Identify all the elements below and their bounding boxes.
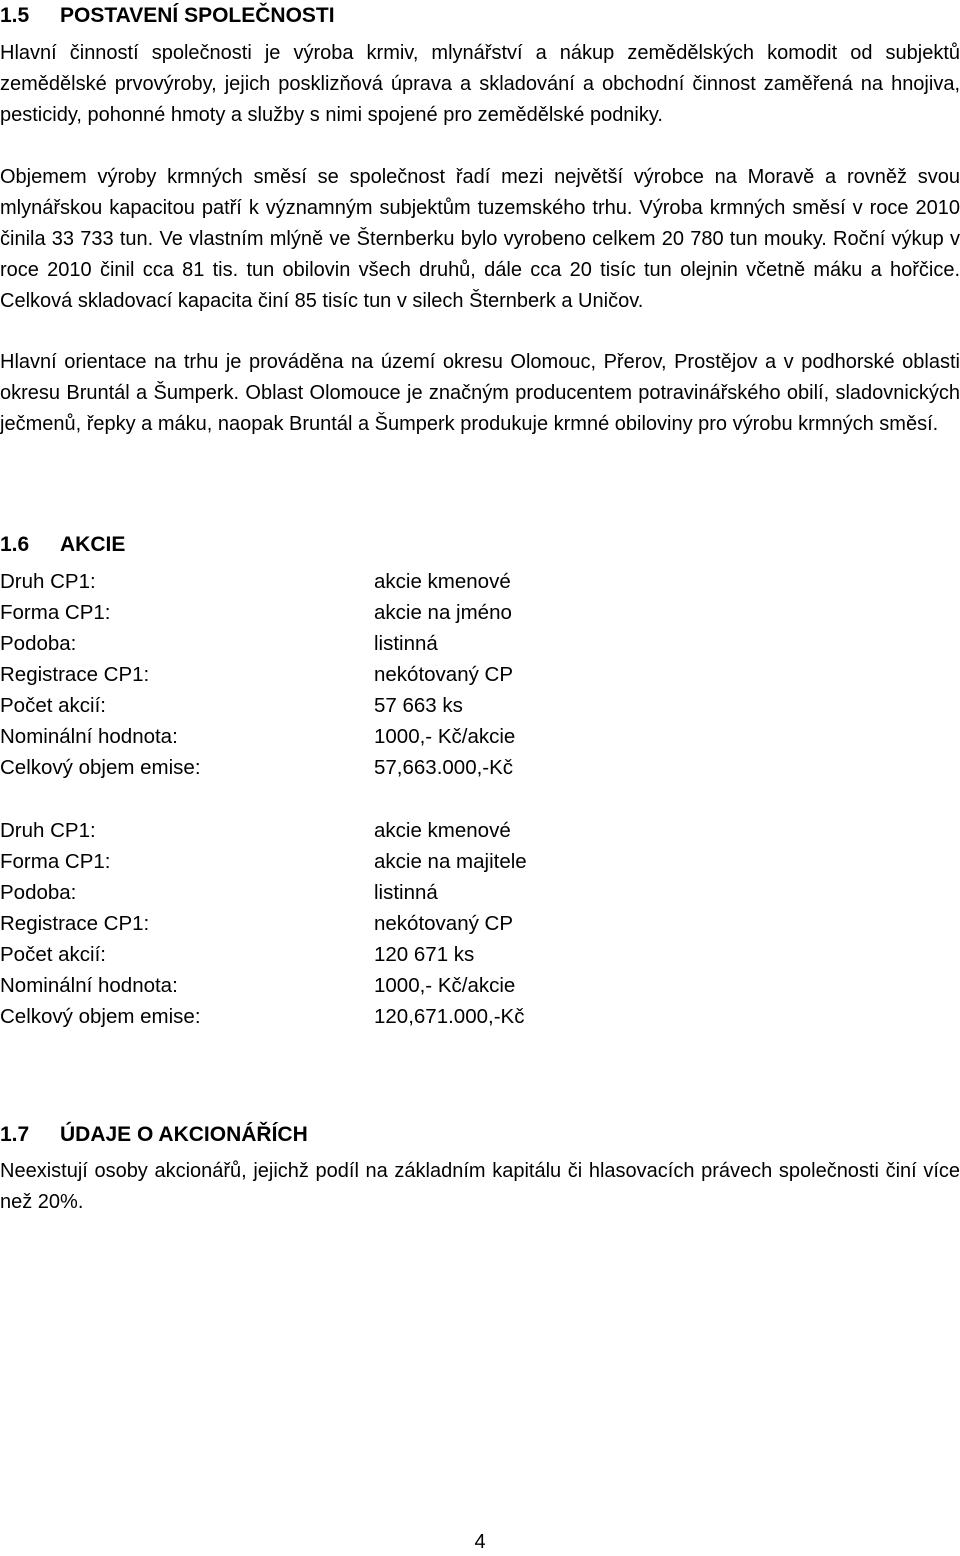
detail-label: Celkový objem emise: bbox=[0, 756, 201, 779]
detail-value: listinná bbox=[374, 881, 438, 904]
share-detail-row bbox=[0, 566, 960, 597]
detail-value: 120 671 ks bbox=[374, 943, 475, 966]
share-detail-row bbox=[0, 877, 960, 908]
share-detail-row bbox=[0, 908, 960, 939]
paragraph-production: Objemem výroby krmných směsí se společnost řadí mezi největší výrobce na Moravě a rovněž svou mlynářskou kapacitou patří k významným subjektům tuzemského trhu. Výroba krmných směsí v roce 2010 činila 33 733 tun. Ve vlastním mlýně ve Šternberku bylo vyrobeno celkem 20 780 tun mouky. Roční výkup v roce 2010 činil cca 81 tis. tun obilovin všech druhů, dále cca 20 tisíc tun olejnin včetně máku a hořčice. Celková skladovací kapacita činí 85 tisíc tun v silech Šternberk a Uničov. bbox=[0, 166, 960, 312]
paragraph-market-orientation: Hlavní orientace na trhu je prováděna na území okresu Olomouc, Přerov, Prostějov a v podhorské oblasti okresu Bruntál a Šumperk. Oblast Olomouce je značným producentem potravinářského obilí, sladovnických ječmenů, řepky a máku, naopak Bruntál a Šumperk produkuje krmné obiloviny pro výrobu krmných směsí. bbox=[0, 351, 960, 435]
detail-value: akcie kmenové bbox=[374, 570, 511, 593]
detail-label: Forma CP1: bbox=[0, 601, 111, 624]
detail-label: Nominální hodnota: bbox=[0, 974, 178, 997]
share-detail-row bbox=[0, 846, 960, 877]
share-details-block-1 bbox=[0, 566, 960, 783]
detail-label: Počet akcií: bbox=[0, 943, 106, 966]
detail-value: 120,671.000,-Kč bbox=[374, 1005, 525, 1028]
detail-label: Nominální hodnota: bbox=[0, 725, 178, 748]
detail-label: Registrace CP1: bbox=[0, 912, 150, 935]
share-detail-row bbox=[0, 721, 960, 752]
detail-value: listinná bbox=[374, 632, 438, 655]
detail-label: Podoba: bbox=[0, 881, 77, 904]
share-detail-row bbox=[0, 628, 960, 659]
paragraph-shareholders: Neexistují osoby akcionářů, jejichž podíl na základním kapitálu či hlasovacích právech společnosti činí více než 20%. bbox=[0, 1160, 960, 1213]
detail-value: akcie kmenové bbox=[374, 819, 511, 842]
section-heading-1-5 bbox=[0, 1, 335, 31]
detail-value: 1000,- Kč/akcie bbox=[374, 725, 516, 748]
share-detail-row bbox=[0, 815, 960, 846]
detail-value: 1000,- Kč/akcie bbox=[374, 974, 516, 997]
share-detail-row bbox=[0, 752, 960, 783]
section-title: AKCIE bbox=[60, 533, 126, 556]
detail-value: nekótovaný CP bbox=[374, 912, 514, 935]
detail-label: Podoba: bbox=[0, 632, 77, 655]
detail-label: Forma CP1: bbox=[0, 850, 111, 873]
paragraph-main-activity: Hlavní činností společnosti je výroba krmiv, mlynářství a nákup zemědělských komodit od subjektů zemědělské prvovýroby, jejich posklizňová úprava a skladování a obchodní činnost zaměřená na hnojiva, pesticidy, pohonné hmoty a služby s nimi spojené pro zemědělské podniky. bbox=[0, 42, 960, 126]
section-title: ÚDAJE O AKCIONÁŘÍCH bbox=[60, 1123, 308, 1146]
share-details-block-2 bbox=[0, 815, 960, 1032]
page-number: 4 bbox=[474, 1531, 486, 1553]
section-heading-1-7 bbox=[0, 1120, 308, 1150]
detail-label: Počet akcií: bbox=[0, 694, 106, 717]
detail-value: 57,663.000,-Kč bbox=[374, 756, 514, 779]
share-detail-row bbox=[0, 659, 960, 690]
section-number: 1.5 bbox=[0, 4, 30, 27]
detail-label: Celkový objem emise: bbox=[0, 1005, 201, 1028]
section-number: 1.6 bbox=[0, 533, 30, 556]
share-detail-row bbox=[0, 939, 960, 970]
detail-value: nekótovaný CP bbox=[374, 663, 514, 686]
detail-label: Druh CP1: bbox=[0, 570, 96, 593]
detail-value: akcie na majitele bbox=[374, 850, 527, 873]
section-number: 1.7 bbox=[0, 1123, 30, 1146]
share-detail-row bbox=[0, 690, 960, 721]
section-title: POSTAVENÍ SPOLEČNOSTI bbox=[60, 4, 335, 27]
detail-value: akcie na jméno bbox=[374, 601, 512, 624]
share-detail-row bbox=[0, 1001, 960, 1032]
detail-label: Registrace CP1: bbox=[0, 663, 150, 686]
section-heading-1-6 bbox=[0, 530, 125, 560]
share-detail-row bbox=[0, 970, 960, 1001]
detail-value: 57 663 ks bbox=[374, 694, 463, 717]
detail-label: Druh CP1: bbox=[0, 819, 96, 842]
share-detail-row bbox=[0, 597, 960, 628]
